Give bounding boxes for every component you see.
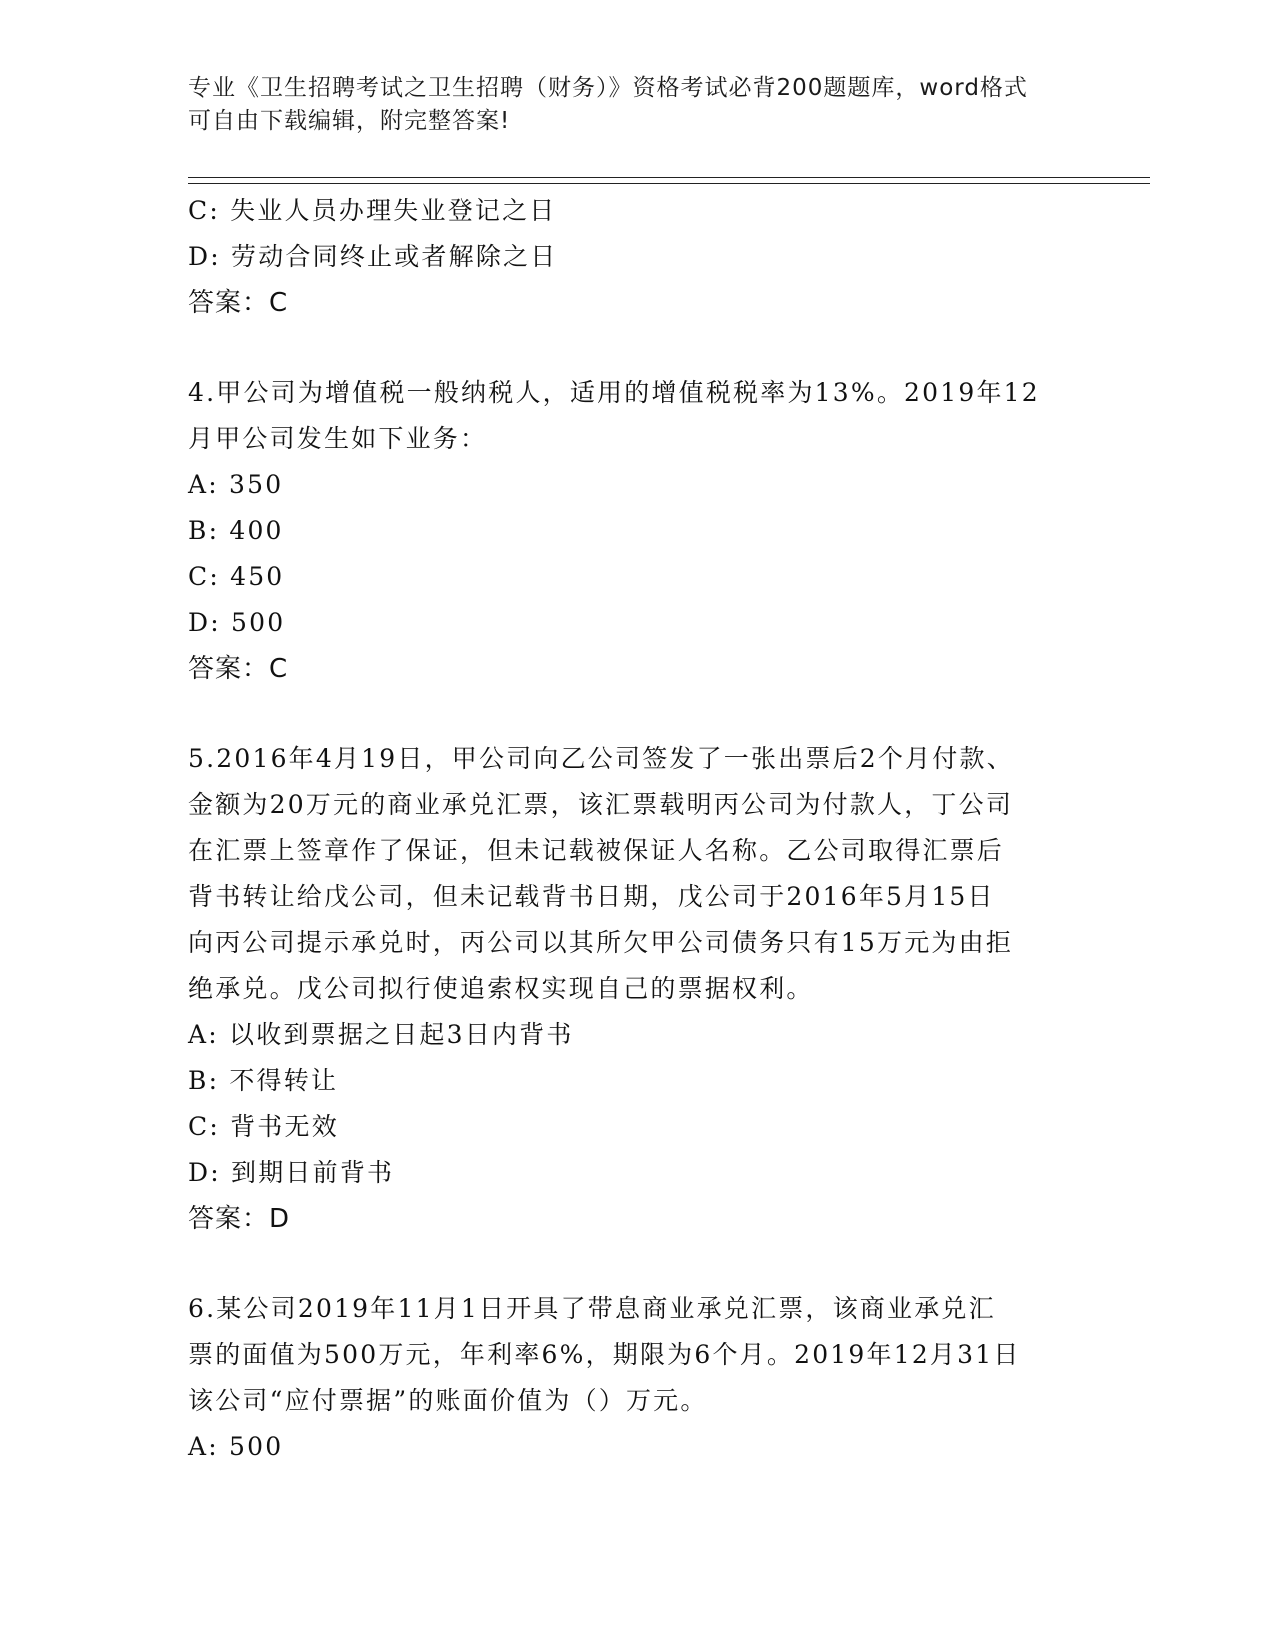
option-c: C: 失业人员办理失业登记之日 — [188, 196, 557, 225]
stem-line: 向丙公司提示承兑时，丙公司以其所欠甲公司债务只有15万元为由拒 — [188, 928, 1014, 957]
question-3 — [188, 188, 1088, 326]
stem-line: 该公司“应付票据”的账面价值为（）万元。 — [188, 1386, 708, 1415]
option-a: A: 以收到票据之日起3日内背书 — [188, 1020, 574, 1049]
stem-line: 4.甲公司为增值税一般纳税人，适用的增值税税率为13%。2019年12 — [188, 378, 1040, 407]
question-stem — [188, 1286, 1088, 1424]
question-4 — [188, 370, 1088, 692]
stem-line: 背书转让给戊公司，但未记载背书日期，戊公司于2016年5月15日 — [188, 882, 995, 911]
answer: 答案：D — [188, 1204, 291, 1234]
stem-line: 在汇票上签章作了保证，但未记载被保证人名称。乙公司取得汇票后 — [188, 836, 1005, 865]
option-b: B: 不得转让 — [188, 1066, 339, 1095]
header-line-2: 可自由下载编辑，附完整答案! — [188, 108, 511, 134]
stem-line: 月甲公司发生如下业务： — [188, 424, 488, 453]
header-line-1: 专业《卫生招聘考试之卫生招聘（财务）》资格考试必背200题题库，word格式 — [188, 75, 1028, 101]
option-d: D: 劳动合同终止或者解除之日 — [188, 242, 558, 271]
question-6 — [188, 1286, 1088, 1470]
stem-line: 5.2016年4月19日，甲公司向乙公司签发了一张出票后2个月付款、 — [188, 744, 1014, 773]
stem-line: 绝承兑。戊公司拟行使追索权实现自己的票据权利。 — [188, 974, 814, 1003]
question-stem — [188, 736, 1088, 1012]
option-c: C: 450 — [188, 562, 285, 591]
stem-line: 6.某公司2019年11月1日开具了带息商业承兑汇票，该商业承兑汇 — [188, 1294, 996, 1323]
answer: 答案：C — [188, 654, 289, 684]
stem-line: 票的面值为500万元，年利率6%，期限为6个月。2019年12月31日 — [188, 1340, 1021, 1369]
answer: 答案：C — [188, 288, 289, 318]
option-d: D: 500 — [188, 608, 286, 637]
spacer — [188, 1242, 1088, 1286]
header-note — [188, 72, 1088, 138]
stem-line: 金额为20万元的商业承兑汇票，该汇票载明丙公司为付款人，丁公司 — [188, 790, 1014, 819]
spacer — [188, 692, 1088, 736]
option-b: B: 400 — [188, 516, 284, 545]
option-d: D: 到期日前背书 — [188, 1158, 395, 1187]
option-c: C: 背书无效 — [188, 1112, 339, 1141]
option-a: A: 500 — [188, 1432, 284, 1461]
option-a: A: 350 — [188, 470, 284, 499]
question-5 — [188, 736, 1088, 1242]
header-divider-top — [188, 177, 1150, 178]
document-body — [188, 188, 1088, 1470]
spacer — [188, 326, 1088, 370]
header-divider-bottom — [188, 183, 1150, 184]
question-stem — [188, 370, 1088, 462]
